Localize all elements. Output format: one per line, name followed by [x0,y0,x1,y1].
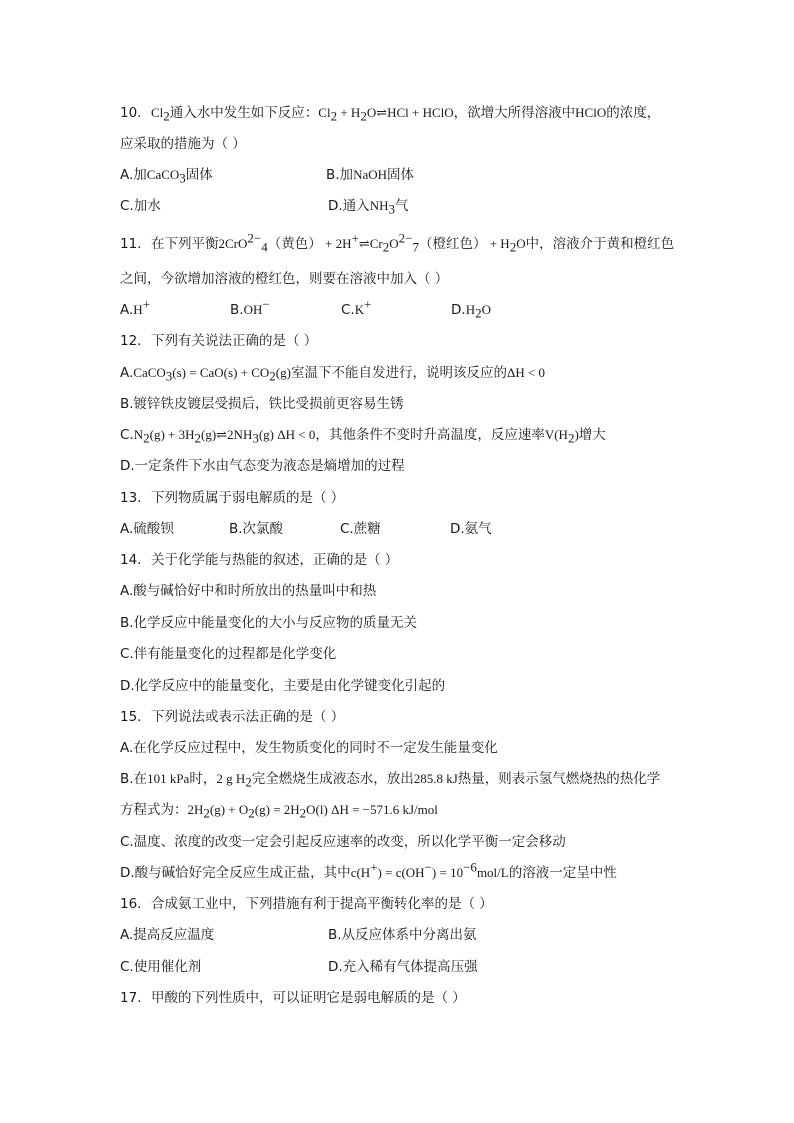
question-13-stem: 13. 下列物质属于弱电解质的是（ ） [120,490,345,506]
question-12-option-a: A.CaCO$_3$(s) = $CaO(s) + CO_2(g)$室温下不能自发进行，说明该反应的ΔH < 0 [120,365,546,384]
question-10-option-a: A.加CaCO$_3$固体 [120,167,213,186]
question-11-stem-line2: 之间，今欲增加溶液的橙红色，则要在溶液中加入（ ） [120,271,449,287]
question-10-option-d: D.通入$NH_3$气 [328,198,409,217]
question-11-option-c: C.K+ [341,296,372,318]
question-11-option-a: A.H+ [120,296,151,318]
question-12-option-c: $C.N_2(g)$ + $3H_2(g)\rightleftharpoons 2NH_3(g) \Delta H < 0$，其他条件不变时升高温度，反应速率$V(H_2)$增大 [120,427,606,446]
question-10-option-b: B.加NaOH固体 [326,167,414,183]
question-14-option-d: D.化学反应中的能量变化，主要是由化学键变化引起的 [120,678,446,694]
question-15-option-d: D.酸与碱恰好完全反应生成正盐，其中$c(H^+) = c(OH^-) = 10^{-6}mol/L$的溶液一定呈中性 [120,859,617,881]
question-15-option-b-line2: 方程式为：$2H_2(g) + O_2(g) = 2H_2O(l) \Delta H = -571.6$ kJ/mol [120,802,438,821]
question-15-option-a: A.在化学反应过程中，发生物质变化的同时不一定发生能量变化 [120,740,498,756]
question-11-option-b: B.OH− [230,296,270,318]
question-12-option-b: B.镀锌铁皮镀层受损后，铁比受损前更容易生锈 [120,396,404,412]
question-12-stem: 12. 下列有关说法正确的是（ ） [120,333,318,349]
question-11-stem: 11. 在下列平衡2CrO$^{2-}_4$（黄色） + $2H^+\rightleftharpoons Cr_2O^{2-}_7$（橙红色） + $H_2O$中，溶液介于黄和橙红色 [120,230,675,255]
question-14-stem: 14. 关于化学能与热能的叙述，正确的是（ ） [120,552,399,568]
question-16-stem: 16. 合成氨工业中，下列措施有利于提高平衡转化率的是（ ） [120,896,493,912]
question-14-option-a: A.酸与碱恰好中和时所放出的热量叫中和热 [120,583,377,599]
question-17-stem: 17. 甲酸的下列性质中，可以证明它是弱电解质的是（ ） [120,990,466,1006]
question-10-option-c: C.加水 [120,198,161,214]
question-14-option-b: B.化学反应中能量变化的大小与反应物的质量无关 [120,615,418,631]
question-13-option-d: D.氨气 [450,521,492,537]
question-12-option-d: D.一定条件下水由气态变为液态是熵增加的过程 [120,458,405,474]
question-10-stem-line2: 应采取的措施为（ ） [120,136,246,152]
question-13-option-c: C.蔗糖 [340,521,381,537]
question-16-option-a: A.提高反应温度 [120,927,215,943]
question-16-option-d: D.充入稀有气体提高压强 [328,959,478,975]
question-15-option-b: B.在101 kPa时，2 g $H_2$完全燃烧生成液态水，放出285.8 kJ热量，则表示氢气燃烧热的热化学 [120,771,661,790]
question-10-stem: 10. $Cl_2$通入水中发生如下反应：$Cl_2$ + $H_2O\rightleftharpoons HCl$ + HClO，欲增大所得溶液中HClO的浓度， [120,105,661,124]
question-11-option-d: $D.H_2O$ [451,302,491,321]
question-16-option-c: C.使用催化剂 [120,959,202,975]
question-15-stem: 15. 下列说法或表示法正确的是（ ） [120,709,345,725]
question-13-option-a: A.硫酸钡 [120,521,174,537]
question-13-option-b: B.次氯酸 [229,521,284,537]
question-14-option-c: C.伴有能量变化的过程都是化学变化 [120,646,337,662]
question-16-option-b: B.从反应体系中分离出氨 [328,927,477,943]
question-15-option-c: C.温度、浓度的改变一定会引起反应速率的改变，所以化学平衡一定会移动 [120,834,566,850]
